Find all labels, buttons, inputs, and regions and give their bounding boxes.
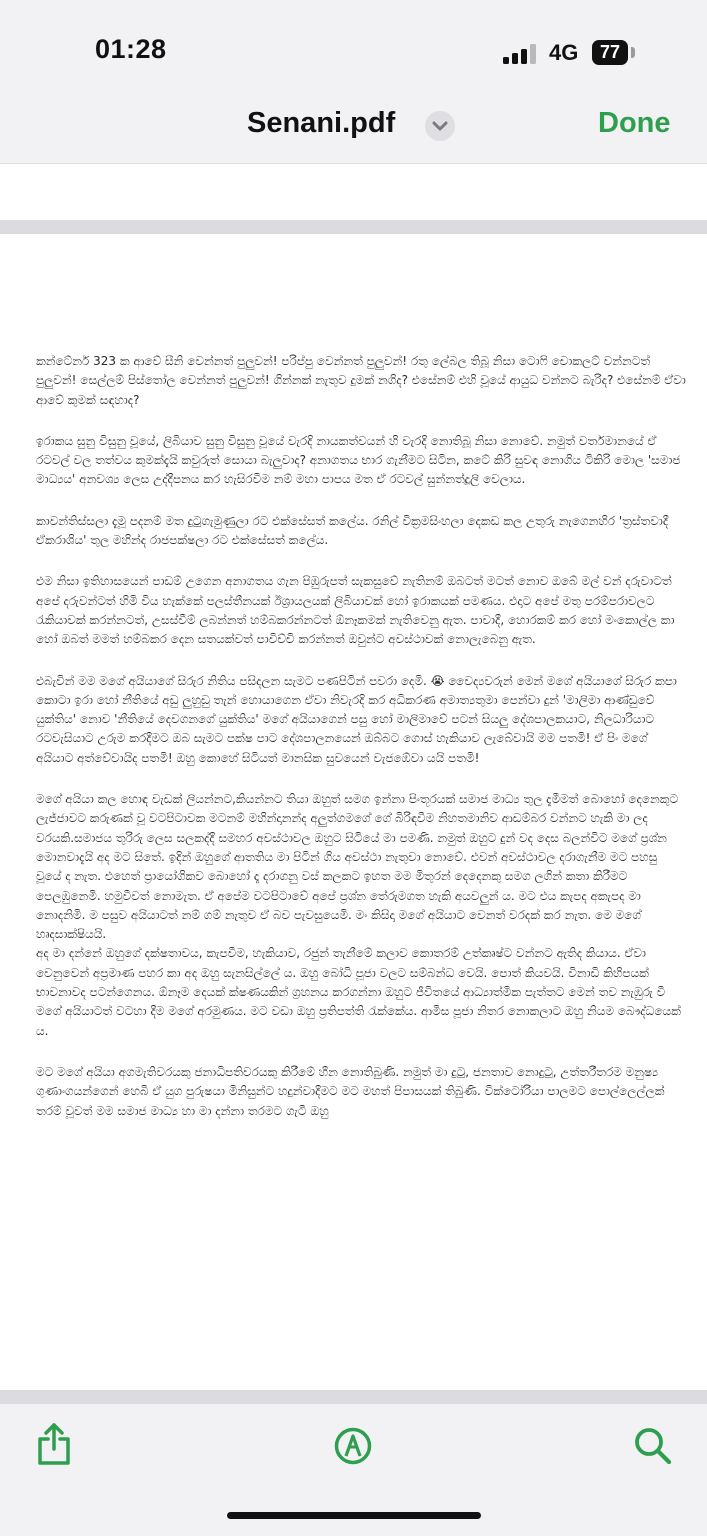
done-button[interactable]: Done [598,107,671,139]
cellular-signal-icon [503,44,539,64]
paragraph: ඉරාකය සුනු විසුනු වූයේ, ලිබියාව සුනු විසුනු වූයේ වැරදි නායකත්වයන් හි වැරදි නොතිබූ නිසා නොවේ. නමුත් වර්තමානයේ ඒ රටවල් වල තත්වය කුමක්දැයි කවුරුත් සොයා බැලුවාද? අනාගතය භාර ගැනීමට සිටින, කටේ කිරි සුවඳ නොගිය ටිකිරි මොල 'සමාජ මාධ්‍යය' අනවශ්‍ය ලෙස උද්දීපනය කර හැසිරවීම නම් මහා පාපය මත ඒ රටවල් සුන්නත්දූලි වෙලාය. [36,433,681,487]
status-bar [0,0,707,95]
battery-nub [631,47,635,58]
paragraph: අද මා දන්නේ ඔහුගේ දක්ෂතාවය, කැපවීම, හැකියාව, රජුන් තැනීමේ කලාව කොතරම් උත්කෘෂ්ට වන්නට ඇතිද කියාය. ඒවා වෙනුවෙන් අප්‍රමාණ පහර කා අද ඔහු සැනසිල්ලේ ය. ඔහු බෝධි පූජා වලට සම්බන්ධ වෙයි. පොත් කියවයි. විනාඩි කිහිපයක් භාවනාවද පටන්ගෙනය. ඕනෑම දෙයක් ක්ෂණයකින් ග්‍රහනය කරගන්නා ඔහුට ජීවිතයේ ආධ්‍යාත්මික පැත්තට මෙන් තව නැඹුරු වී මගේ අයියාටත් වටහා දීම මගේ අරමුණය. මට වඩා ඔහු ප්‍රතිපත්ති රැක්කේය. ආමිස පූජා නිතර නොකලාට ඔහු නියම බෞද්ධයෙක් ය. [36,946,681,1038]
search-icon[interactable] [633,1424,673,1468]
paragraph: කාවන්තිස්සලා දැමූ පදනම් මත දුටුගැමුණුලා රට එක්සේසත් කලේය. රනිල් වික්‍රමසිංහලා දෙකඩ කල උතුරු නැගෙනහිර 'ත්‍රස්තවාදී ඒකරාශිය' තුල මහින්ද රාජපක්ෂලා රට එක්සේසත් කලේය. [36,513,669,548]
previous-page-edge [0,164,707,220]
share-icon[interactable] [34,1422,74,1466]
chevron-down-icon [425,111,455,141]
battery-level: 77 [599,42,621,62]
battery-icon [592,40,628,65]
page-separator [0,220,707,234]
document-title[interactable]: Senani.pdf [247,107,396,139]
paragraph: එබැවින් මම මගේ අයියාගේ සිරුර නිතිය පසිදලන සැමට පණපිටින් පවරා දෙමි. 😭 වෛද්‍යවරුන් මෙන් මගේ අයියාගේ සිරුර කපා කොටා ඉරා හෝ නීතියේ අඩු ලුහුඩු තැන් හොයාගෙන ඒවා නිවැරදි කර අධිකරණ අමාත්‍යතුමා පෙන්වා දුන් 'මාලිමා ආණ්ඩුවේ යුක්තිය' නොව 'නීතියේ දෙවගනගේ යුක්තිය' මගේ අයියාගෙන් පසු හෝ මාලිමාවේ පටන් සියලු දේශපාලකයාට, නිලධාරියාට රටවැසියාට උරුම කරදීමට ඔබ සැමට පක්ෂ පාට දේශපාලනයෙන් ඔබ්බට ගොස් හැකියාව ලැබේවායි මම පතමි! ඒ පිං මගේ අයියාට අත්වේවායිද පතමි! ඔහු කොහේ සිටියත් මානසික සුවයෙන් වැජඹේවා යයි පතමි! [36,673,677,765]
paragraph: මගේ අයියා කල හොඳ වැඩක් ලියන්නට,කියන්නට තියා ඔහුත් සමග ඉන්නා පිංතූරයක් සමාජ මාධ්‍ය තුල දැමීමත් බොහෝ දෙනෙකුට ලැජ්ජාවට කරුණක් වූ වටපිටාවක මටනම් මහින්දානන්ද අලුත්ගමගේ ගේ බිරිඳවීම නිහතමානිව ආඩම්බර වන්නට හැකි මා ලද වරයකි.සමාජය තුරිරු ලෙස සලකද්දී සමහර අවස්ථාවල ඔහුට සිටියේ මා පමණි. නමුත් ඔහුට දුන් වද දෙස බලන්විට මගේ ප්‍රශ්න මොනවාදැයි අද මට සිතේ. ඉදින් ඔහුගේ ආතතිය මා පිටින් ගිය අවස්ථා නැතුවා නොවේ. එවන් අවස්ථාවල දරාගැනීම මට පහසු වූයේ ද නැත. එහෙත් ප්‍රායෝගිකව බොහෝ දෑ දරාගනු වස් කලකට ඉහත මම මිතුරන් දෙදෙනකු සමග ලගින් කතා කිරීමට පෙලඹුනෙමි. හමුවීවත් නොමැත. ඒ අපේම වටපිටාවේ අපේ ප්‍රශ්න තේරුමගත හැකි අයවලුන් ය. මට එය කැපද අකැපද මා නොදනිමි. ම පසුව අයියාටත් නම් ගම් නැතුව ඒ බව පැවසුයෙමි. මං කිසිදා මගේ අයියාට වෙනත් වරදක් කර නැත. මෙ මගේ හෘදසාක්ෂියයි. [36,792,679,942]
status-time: 01:28 [95,34,167,64]
paragraph: කන්ටේනර් 323 ක ආවේ සීනි වෙන්නත් පුලුවන්! පරිප්පු වෙන්නත් පුලුවන්! රතු ලේබල තිබූ නිසා ටොෆි චොකලට් වන්නටත් පුලුවන්! සෙල්ලම් පිස්තෝල වෙන්නත් පුලුවන්! ගින්නක් නැතුව දුමක් නගිද? එසේනම් එහි වූයේ ආයුධ වන්නට බැරිද? එසේනම් ඒවා ආවේ කුමක් සඳහාද? [36,354,686,407]
markup-pen-icon[interactable] [333,1424,373,1468]
page-text [36,352,686,1292]
title-menu-button[interactable] [425,111,455,141]
home-indicator[interactable] [227,1512,481,1519]
network-type: 4G [549,40,579,65]
page-separator [0,1390,707,1404]
paragraph: මට මගේ අයියා අගමැතිවරයකු ජනාධිපතිවරයකු කිරීමේ හීන නොතිබුණි. නමුත් මා දුටු, ජනතාව නොදුටු, උත්තරීතරම මනුෂ්‍ය ගුණාංගයන්ගෙන් හෙබි ඒ යුග පුරුෂයා මිනිසුන්ට හදුන්වාදීමට මට මහත් පිපාසයක් තිබුණි. වික්ටෝරියා පාලමට පොල්ලෙල්ලක් තරම් වූවත් මම සමාජ මාධ්‍ය හා මා දන්නා තරමට ගැටී ඔහු [36,1064,665,1118]
paragraph: එම නිසා ඉතිහාසයෙන් පාඩම් උගෙන අනාගතය ගැන පිඹුරුපත් සැකසුවේ නැතිනම් ඔබටත් මටත් නොව ඔබේ මල් වන් දරුවාටත් අපේ දරුවන්ටත් හිමි විය හැක්කේ පලස්තීනයක් ඊශ්‍රායලයක් ලිබියාවක් හෝ ඉරාකයක් පමණය. එදාට අපේ මතු පරම්පරාවලට රැකියාවක් කරන්නටත්, උසස්වීම් ලබන්නත් හම්බකරන්නටත් ඕනෑකමක් නැතිවෙනු ඇත. පාවාදී, හොරකම් කර හෝ මංකොල්ල කා හෝ ඔබත් මමත් හම්බකර දෙන සතයක්වත් පාවිච්චි කරන්නත් ඔවුන්ට අවස්ථාවක් නොලැබෙනු ඇත. [36,574,675,647]
